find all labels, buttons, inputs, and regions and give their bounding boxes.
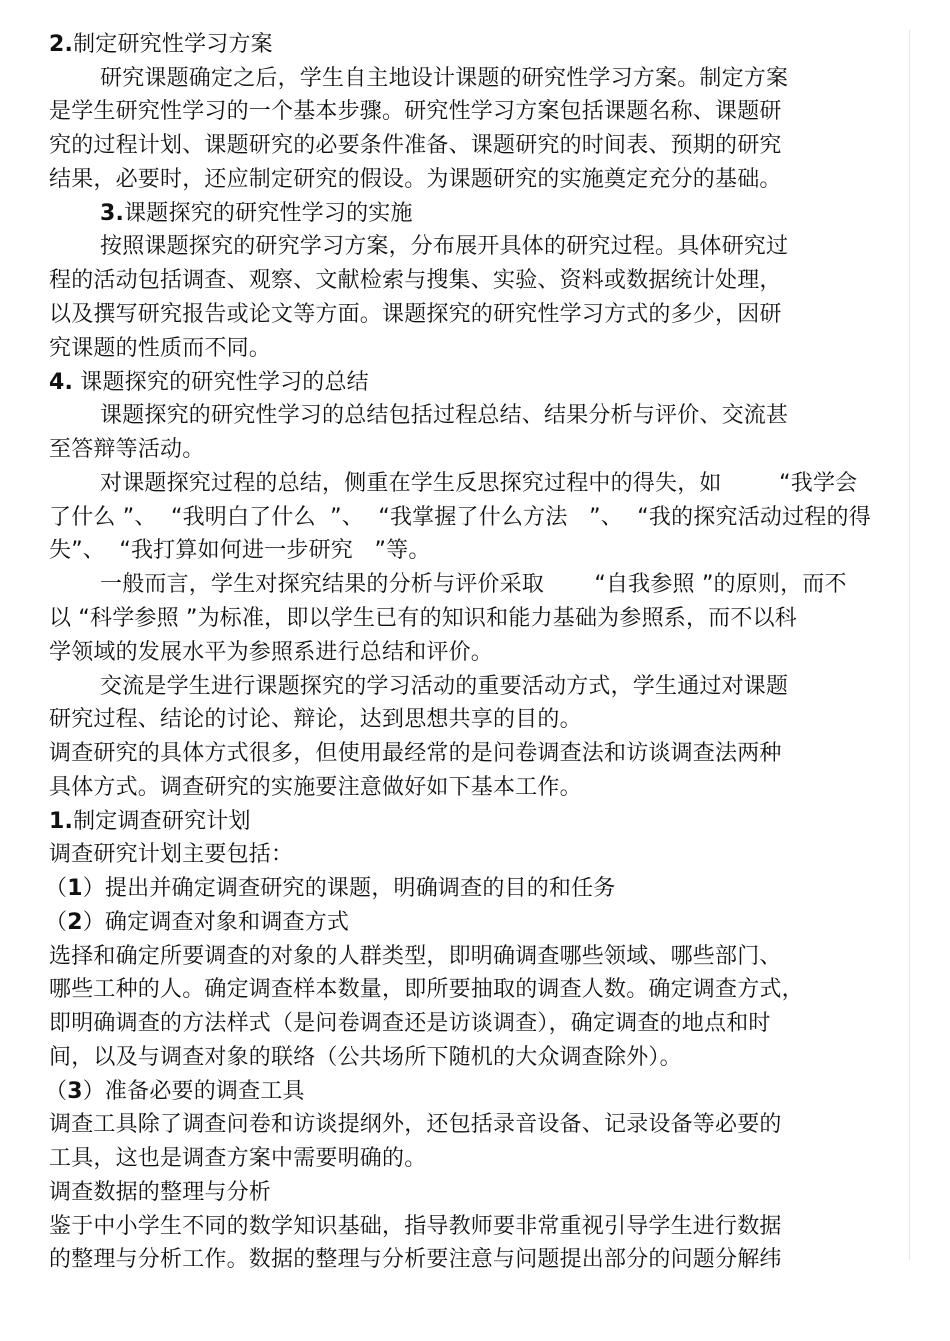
text-line: 鉴于中小学生不同的数学知识基础，指导教师要非常重视引导学生进行数据 bbox=[49, 1214, 782, 1239]
heading-number: 3. bbox=[100, 201, 125, 226]
list-item-1 bbox=[45, 874, 616, 904]
list-paren: （ bbox=[45, 910, 68, 935]
text-line: 程的活动包括调查、观察、文献检索与搜集、实验、资料或数据统计处理， bbox=[49, 268, 782, 293]
text-line: 间，以及与调查对象的联络（公共场所下随机的大众调查除外）。 bbox=[49, 1045, 682, 1070]
list-item-3 bbox=[45, 1077, 305, 1107]
text-line: 以及撰写研究报告或论文等方面。课题探究的研究性学习方式的多少，因研 bbox=[49, 302, 782, 327]
text-line: 了什么 ”、 “我明白了什么 ”、 “我掌握了什么方法 ”、 “我的探究活动过程的得 bbox=[49, 505, 871, 530]
text-line: 交流是学生进行课题探究的学习活动的重要活动方式，学生通过对课题 bbox=[100, 674, 789, 699]
text-line: 工具，这也是调查方案中需要明确的。 bbox=[49, 1146, 427, 1171]
heading-number: 4. bbox=[49, 370, 74, 395]
page-edge-divider bbox=[909, 30, 910, 1260]
text-line: 研究过程、结论的讨论、辩论，达到思想共享的目的。 bbox=[49, 707, 582, 732]
text-line: 至答辩等活动。 bbox=[49, 437, 205, 462]
heading-3 bbox=[100, 199, 413, 229]
text-line: 研究课题确定之后，学生自主地设计课题的研究性学习方案。制定方案 bbox=[100, 66, 789, 91]
heading-text: 制定调查研究计划 bbox=[73, 809, 251, 834]
text-line: 的整理与分析工作。数据的整理与分析要注意与问题提出部分的问题分解纬 bbox=[49, 1247, 782, 1272]
list-number: 3 bbox=[67, 1079, 83, 1104]
text-line: 调查研究的具体方式很多，但使用最经常的是问卷调查法和访谈调查法两种 bbox=[49, 741, 782, 766]
text-line: 调查工具除了调查问卷和访谈提纲外，还包括录音设备、记录设备等必要的 bbox=[49, 1112, 782, 1137]
heading-number: 1. bbox=[49, 809, 74, 834]
text-line: 具体方式。调查研究的实施要注意做好如下基本工作。 bbox=[49, 775, 582, 800]
text-line: 学领域的发展水平为参照系进行总结和评价。 bbox=[49, 640, 494, 665]
text-line: 对课题探究过程的总结，侧重在学生反思探究过程中的得失，如 “我学会 bbox=[100, 471, 858, 496]
text-line: 选择和确定所要调查的对象的人群类型，即明确调查哪些领域、哪些部门、 bbox=[49, 944, 782, 969]
text-line: 结果，必要时，还应制定研究的假设。为课题研究的实施奠定充分的基础。 bbox=[49, 167, 782, 192]
text-line: 究的过程计划、课题研究的必要条件准备、课题研究的时间表、预期的研究 bbox=[49, 133, 782, 158]
list-text: ）准备必要的调查工具 bbox=[82, 1079, 305, 1104]
heading-number: 2. bbox=[49, 32, 74, 57]
heading-text: 课题探究的研究性学习的总结 bbox=[73, 370, 369, 395]
list-number: 2 bbox=[67, 910, 83, 935]
list-item-2 bbox=[45, 908, 349, 938]
list-paren: （ bbox=[45, 1079, 68, 1104]
list-paren: （ bbox=[45, 876, 68, 901]
list-text: ）确定调查对象和调查方式 bbox=[82, 910, 350, 935]
heading-2 bbox=[49, 30, 273, 60]
heading-text: 制定研究性学习方案 bbox=[73, 32, 273, 57]
text-line: 调查研究计划主要包括： bbox=[49, 842, 294, 867]
list-text: ）提出并确定调查研究的课题，明确调查的目的和任务 bbox=[82, 876, 616, 901]
list-number: 1 bbox=[67, 876, 83, 901]
text-line: 按照课题探究的研究学习方案，分布展开具体的研究过程。具体研究过 bbox=[100, 234, 789, 259]
text-line: 即明确调查的方法样式（是问卷调查还是访谈调查），确定调查的地点和时 bbox=[49, 1011, 771, 1036]
text-line: 失”、 “我打算如何进一步研究 ”等。 bbox=[49, 538, 431, 563]
text-line: 是学生研究性学习的一个基本步骤。研究性学习方案包括课题名称、课题研 bbox=[49, 99, 782, 124]
heading-4 bbox=[49, 368, 369, 398]
heading-1 bbox=[49, 807, 251, 837]
text-line: 哪些工种的人。确定调查样本数量，即所要抽取的调查人数。确定调查方式， bbox=[49, 977, 804, 1002]
text-line: 以 “科学参照 ”为标准，即以学生已有的知识和能力基础为参照系，而不以科 bbox=[49, 606, 797, 631]
heading-text: 课题探究的研究性学习的实施 bbox=[124, 201, 413, 226]
section-title: 调查数据的整理与分析 bbox=[49, 1180, 272, 1205]
text-line: 究课题的性质而不同。 bbox=[49, 336, 272, 361]
text-line: 课题探究的研究性学习的总结包括过程总结、结果分析与评价、交流甚 bbox=[100, 403, 789, 428]
text-line: 一般而言，学生对探究结果的分析与评价采取 “自我参照 ”的原则，而不 bbox=[100, 572, 847, 597]
